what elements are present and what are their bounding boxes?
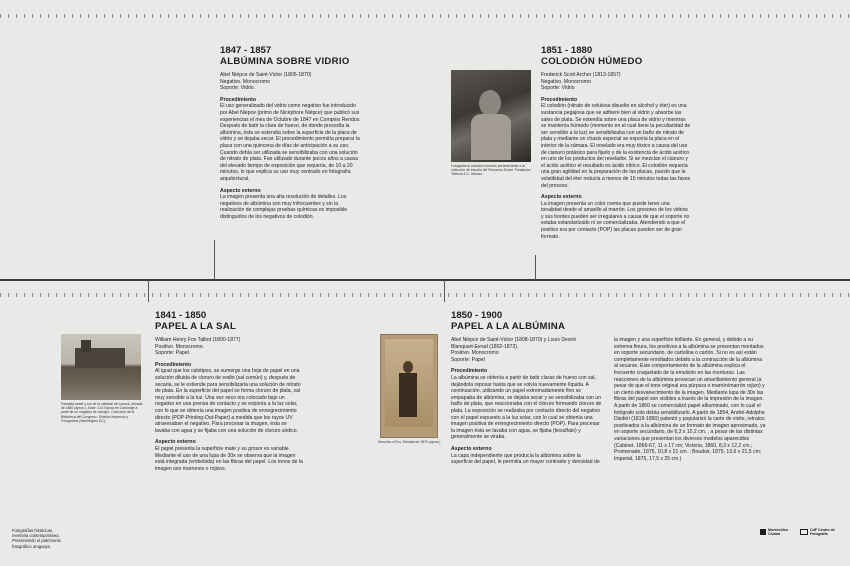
- entry-1847: [220, 45, 362, 220]
- entry-date: 1851 - 1880: [541, 45, 593, 56]
- photo-albumen-paper: [380, 334, 438, 438]
- entry-title: PAPEL A LA SAL: [155, 321, 237, 332]
- procedure-heading: Procedimiento: [451, 368, 488, 375]
- entry-title: COLODIÓN HÚMEDO: [541, 56, 643, 67]
- photo-collodion: [451, 70, 531, 162]
- tick-1841: [148, 280, 149, 302]
- procedure-heading: Procedimiento: [155, 361, 192, 368]
- tick-1847: [214, 240, 215, 280]
- aspect-heading: Aspecto externo: [541, 194, 582, 201]
- aspect-heading: Aspecto externo: [155, 439, 196, 446]
- tick-1851: [535, 255, 536, 280]
- photo-salt-paper: [61, 334, 141, 400]
- entry-body: [451, 337, 766, 466]
- aspect-text: La imagen presenta un color crema que puede tener una tonalidad desde el amarillo al marrón. Los grosores de los vidrios y sus bordes pueden ser irregulares a causa de que el soporte no estaba estandarizado ni se comercializaba. Atendiendo a que el positivo era por contacto (POP) las placas pueden ser de gran formato.: [541, 200, 690, 240]
- entry-meta: Abel Niépce de Saint-Victor (1805-1870) Negativo. Monocromo Soporte: Vidrio.: [220, 72, 312, 92]
- procedure-text: Al igual que los calotipos, se sumerge una hoja de papel en una solución diluida de cloruro de sodio (sal común) y, después de secarla, se le extiende para sensibilizarla una solución de nitrato de plata. En la superficie del papel se forma cloruro de plata, sal muy sensible a la luz. Una vez seco era colocado bajo un negativo en una prensa de contacto y se exponía a la luz solar, con lo que se obtenía una imagen positiva de ennegrecimiento directo (POP-Printing-Out-Paper) a medida que los rayos UV atravesaban el negativo. Para procesar la imagen, ésta se lavaba con agua y se fijaba con una solución de cloruro sódico.: [155, 368, 301, 434]
- entry-meta: William Henry Fox Talbot (1800-1877) Positivo. Monocromo. Soporte: Papel.: [155, 337, 241, 357]
- entry-1841: [155, 310, 303, 472]
- entry-meta: Frederick Scott Archer (1813-1857) Negativo. Monocromo Soporte: Vidrio: [541, 72, 621, 92]
- entry-date: 1841 - 1850: [155, 310, 207, 321]
- procedure-text: La albúmina se obtenía a partir de batir claras de huevo con sal, dejándola reposar hasta que se volvía nuevamente líquida. A continuación, utilizando un papel extremadamente fino se empapaba de albúmina, se dejaba secar y se sensibilizaba con un baño de plata, que reaccionaba con el cloruro formando cloruro de plata. La exposición se realizaba por contacto directo del negativo con el papel expuesto a la luz solar, con lo cual se obtenía una imagen positiva de ennegrecimiento directo (POP). Para procesar la imagen ésta se lavaba con agua, se fijaba (tiosulfato) y generalmente se viraba.: [451, 374, 602, 441]
- procedure-text: El colodión (nitrato de celulosa disuelto en alcohol y éter) es una sustancia pegajosa que se adhiere bien al vidrio y absorbe las sales de plata. Se extendía sobre una placa de vidrio y mientras se mantenía húmedo (momento en el cual tiene la peculiaridad de ser sensible a la luz) se sensibilizaba con un baño de nitrato de plata y mediante un chasis especial se exponía la placa en el interior de la cámara. El revelado era muy tóxico a causa del uso de cianuro potásico para fijarlo y de la existencia de ácido acético en uno de los productos del revelador. Si se mezclan el cianuro y el ácido acético el resultado es ácido nítrico. El colodión requería una gran agilidad en la preparación de las placas, puesto que la volatilidad del éter reducía a menos de 15 minutos todas las fases del proceso.: [541, 103, 691, 189]
- mid-ruler: [0, 293, 850, 297]
- photo-caption: Fotografía al colodión húmedo perteneciente a la colección de estudio del Fernando Duran. Fundación Telenca A.C. Alfonso.: [451, 164, 531, 177]
- procedure-heading: Procedimiento: [220, 96, 257, 103]
- aspect-heading: Aspecto externo: [451, 445, 492, 452]
- logo-mark-icon: [760, 529, 766, 535]
- photo-caption: Fachada oeste y sur de la catedral de Lacock, década de 1860 (aprox.). Autor: Col. Epoca en Cantoraje a partir de un negativo de calotipo. Colección de la Biblioteca del Congreso, División Impresos y Fotografías (Washington DC).: [61, 402, 143, 423]
- footer-left: Fotografías históricas, memoria contemporánea. Preservando el patrimonio fotográfico uruguayo: [12, 528, 61, 549]
- cdf-mark-icon: [800, 529, 808, 535]
- cdf-logo: CdF Centro de Fotografía: [800, 528, 844, 536]
- tick-1850: [444, 280, 445, 302]
- aspect-heading: Aspecto externo: [220, 187, 261, 194]
- footer-logos: [760, 528, 844, 536]
- entry-meta: Abel Niépce de Saint-Victor (1808-1870) y Louis Desiré Blanquart-Evrad (1802-1872). Positivo. Monocromo Soporte: Papel: [451, 337, 577, 363]
- photo-caption: Senorita o Fino. Década de 1870 (aprox.): [378, 440, 441, 444]
- procedure-heading: Procedimiento: [541, 96, 578, 103]
- procedure-text: El uso generalizado del vidrio como negativo fue introducido por Abel Niépce (primo de Nicéphore Niépce) que publicó sus experiencias el mes de Octubre de 1847 en Comptes Rendus. Después de batir la clara de huevo, de donde procedía la albúmina, ésta se extendía sobre la superficie de la placa de vidrio y se dejaba secar. El procedimiento permitía preparar la placa con una quincena de días de anticipación a su uso. Cuando debía ser utilizada se sensibilizaba con una solución de nitrato de plata. Fue utilizado durante pocos años a causa del elevado tiempo de exposición que requería, de 10 a 20 minutos, lo que explica su uso muy centrado en fotografía arquitectural.: [220, 103, 361, 182]
- aspect-text: La imagen presenta una alta resolución de detalles. Los negativos de albúmina son muy infrecuentes y sin la realización de complejas pruebas químicas es imposible distinguirlos de los negativos de colodión.: [220, 194, 348, 220]
- entry-1851: [541, 45, 691, 240]
- aspect-text: El papel presenta la superficie mate y su grosor es variable. Mediante el uso de una lupa de 30x se observa que la imagen está integrada (embebida) en las fibras del papel. Los tonos de la imagen son marrones o rojizos.: [155, 445, 303, 472]
- aspect-text: La capa independiente que producía la albúmina sobre la superficie del papel, le permitía un mayor contraste y densidad de la imagen y una superficie brillante. En general, y debido a su extrema finura, los positivos a la albúmina se presentan montados en soporte secundario, de cartulina o cartón. Si no es así están completamente enrollados debido a la contracción de la albúmina al secarse. Este comportamiento de la albúmina explica el frecuente craquelado de la emulsión en las monturas. Las reacciones de la albúmina provocan un amarillamiento general (a pesar de que el tono original era púrpura o marrón/marrón rojizo) y un cierto desvanecimiento de la imagen. Mediante lupa de 30x las fibras del papel son visibles a través de la impresión de la imagen. A partir de 1860 se comercializó papel albuminado, con lo cual el fotógrafo solo debía sensibilizarlo. A partir de 1854, André-Adolphe Disdéri (1819-1890) patentó y popularizó la carte de visite, retratos positivados a la albúmina de un formato de imagen aproximado, ya en soporte secundario, de 6,3 x 10,2 cm. , a pesar de las distintas variaciones que presentan los diversos modelos aparecidos (Cabinet, 1866-67, 11 x 17 cm; Victoria, 1860, 8,3 x 12,2 cm.; Promenade, 1875, 10,8 x 21 cm. ; Boudoir, 1875, 13,6 x 21,5 cm; Imperial, 1875, 17,5 x 25 cm.): [451, 337, 766, 466]
- entry-date: 1847 - 1857: [220, 45, 272, 56]
- montevideo-logo: Montevideo Ciudad: [760, 528, 792, 536]
- entry-title: PAPEL A LA ALBÚMINA: [451, 321, 566, 332]
- timeline-line: [0, 279, 850, 281]
- top-ruler: [0, 14, 850, 18]
- entry-title: ALBÚMINA SOBRE VIDRIO: [220, 56, 350, 67]
- entry-date: 1850 - 1900: [451, 310, 503, 321]
- entry-1850: [451, 310, 766, 466]
